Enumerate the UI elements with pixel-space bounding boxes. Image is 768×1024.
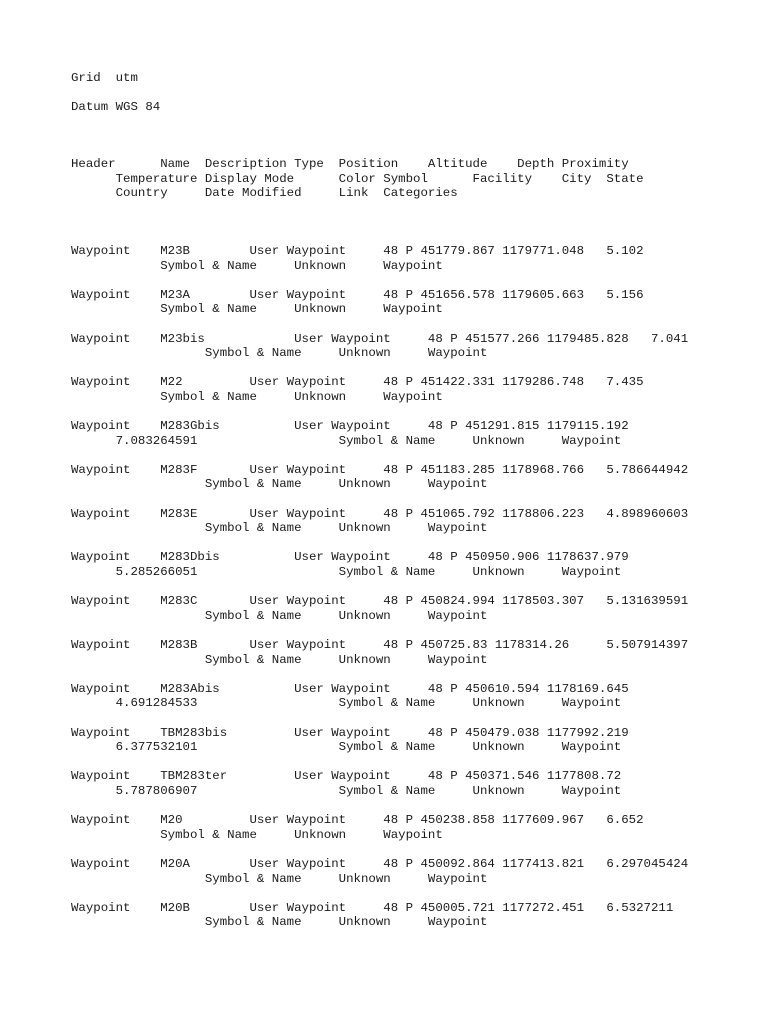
waypoint-record-line-2: Symbol & Name Unknown Waypoint xyxy=(71,827,443,842)
waypoint-record xyxy=(71,332,761,361)
waypoint-record xyxy=(71,244,761,273)
waypoint-record-line-1: Waypoint TBM283ter User Waypoint 48 P 450371.546 1177808.72 xyxy=(71,769,622,784)
waypoint-document xyxy=(71,71,761,930)
waypoint-record-line-2: 5.787806907 Symbol & Name Unknown Waypoint xyxy=(71,783,622,798)
waypoint-record-line-1: Waypoint M283Abis User Waypoint 48 P 450610.594 1178169.645 xyxy=(71,681,629,696)
waypoint-record-line-1: Waypoint TBM283bis User Waypoint 48 P 450479.038 1177992.219 xyxy=(71,725,629,740)
waypoint-record-line-2: 5.285266051 Symbol & Name Unknown Waypoint xyxy=(71,565,622,580)
waypoint-record-line-1: Waypoint M283B User Waypoint 48 P 450725.83 1178314.26 5.507914397 xyxy=(71,638,689,652)
waypoint-record-line-2: Symbol & Name Unknown Waypoint xyxy=(71,521,488,536)
datum-line: Datum WGS 84 xyxy=(71,99,161,114)
waypoint-record xyxy=(71,638,761,667)
waypoint-record-line-1: Waypoint M20B User Waypoint 48 P 450005.721 1177272.451 6.5327211 xyxy=(71,900,674,915)
waypoint-record xyxy=(71,419,761,448)
waypoint-record-line-2: Symbol & Name Unknown Waypoint xyxy=(71,608,488,623)
waypoint-record-line-1: Waypoint M283F User Waypoint 48 P 451183.285 1178968.766 5.786644942 xyxy=(71,462,689,477)
header-line-1: Header Name Description Type Position Altitude Depth Proximity xyxy=(71,157,629,172)
waypoint-record-line-1: Waypoint M283E User Waypoint 48 P 451065.792 1178806.223 4.898960603 xyxy=(71,506,689,521)
waypoint-record xyxy=(71,726,761,755)
waypoint-record-line-1: Waypoint M283Gbis User Waypoint 48 P 451291.815 1179115.192 xyxy=(71,419,629,434)
waypoint-record-line-1: Waypoint M22 User Waypoint 48 P 451422.331 1179286.748 7.435 xyxy=(71,375,644,390)
waypoint-record xyxy=(71,375,761,404)
waypoint-record xyxy=(71,463,761,492)
waypoint-record-line-2: 7.083264591 Symbol & Name Unknown Waypoint xyxy=(71,433,622,448)
waypoint-record xyxy=(71,550,761,579)
waypoint-record xyxy=(71,813,761,842)
waypoint-record xyxy=(71,857,761,886)
waypoint-record-line-2: Symbol & Name Unknown Waypoint xyxy=(71,477,488,492)
waypoint-record-line-2: Symbol & Name Unknown Waypoint xyxy=(71,871,488,886)
waypoint-record xyxy=(71,769,761,798)
waypoint-record-line-2: Symbol & Name Unknown Waypoint xyxy=(71,652,488,667)
waypoint-record xyxy=(71,901,761,930)
waypoint-record xyxy=(71,288,761,317)
waypoint-record-list xyxy=(71,244,761,930)
waypoint-record-line-1: Waypoint M20A User Waypoint 48 P 450092.864 1177413.821 6.297045424 xyxy=(71,856,689,871)
waypoint-record-line-2: 6.377532101 Symbol & Name Unknown Waypoint xyxy=(71,740,622,755)
header-line-3: Country Date Modified Link Categories xyxy=(71,186,458,201)
grid-line: Grid utm xyxy=(71,71,138,85)
waypoint-record-line-1: Waypoint M20 User Waypoint 48 P 450238.858 1177609.967 6.652 xyxy=(71,813,644,828)
waypoint-record-line-2: Symbol & Name Unknown Waypoint xyxy=(71,346,488,361)
column-header xyxy=(71,157,761,201)
waypoint-record-line-2: Symbol & Name Unknown Waypoint xyxy=(71,258,443,273)
waypoint-record-line-1: Waypoint M283Dbis User Waypoint 48 P 450950.906 1178637.979 xyxy=(71,550,629,565)
waypoint-record xyxy=(71,594,761,623)
waypoint-record-line-2: Symbol & Name Unknown Waypoint xyxy=(71,389,443,404)
waypoint-record-line-1: Waypoint M283C User Waypoint 48 P 450824.994 1178503.307 5.131639591 xyxy=(71,594,689,609)
waypoint-record-line-1: Waypoint M23A User Waypoint 48 P 451656.578 1179605.663 5.156 xyxy=(71,287,644,302)
waypoint-record-line-2: Symbol & Name Unknown Waypoint xyxy=(71,915,488,930)
waypoint-record-line-2: Symbol & Name Unknown Waypoint xyxy=(71,302,443,317)
waypoint-record xyxy=(71,682,761,711)
waypoint-record-line-1: Waypoint M23B User Waypoint 48 P 451779.867 1179771.048 5.102 xyxy=(71,243,644,258)
waypoint-record-line-2: 4.691284533 Symbol & Name Unknown Waypoint xyxy=(71,696,622,711)
waypoint-record-line-1: Waypoint M23bis User Waypoint 48 P 451577.266 1179485.828 7.041 xyxy=(71,331,689,346)
header-line-2: Temperature Display Mode Color Symbol Facility City State xyxy=(71,171,644,186)
waypoint-record xyxy=(71,507,761,536)
